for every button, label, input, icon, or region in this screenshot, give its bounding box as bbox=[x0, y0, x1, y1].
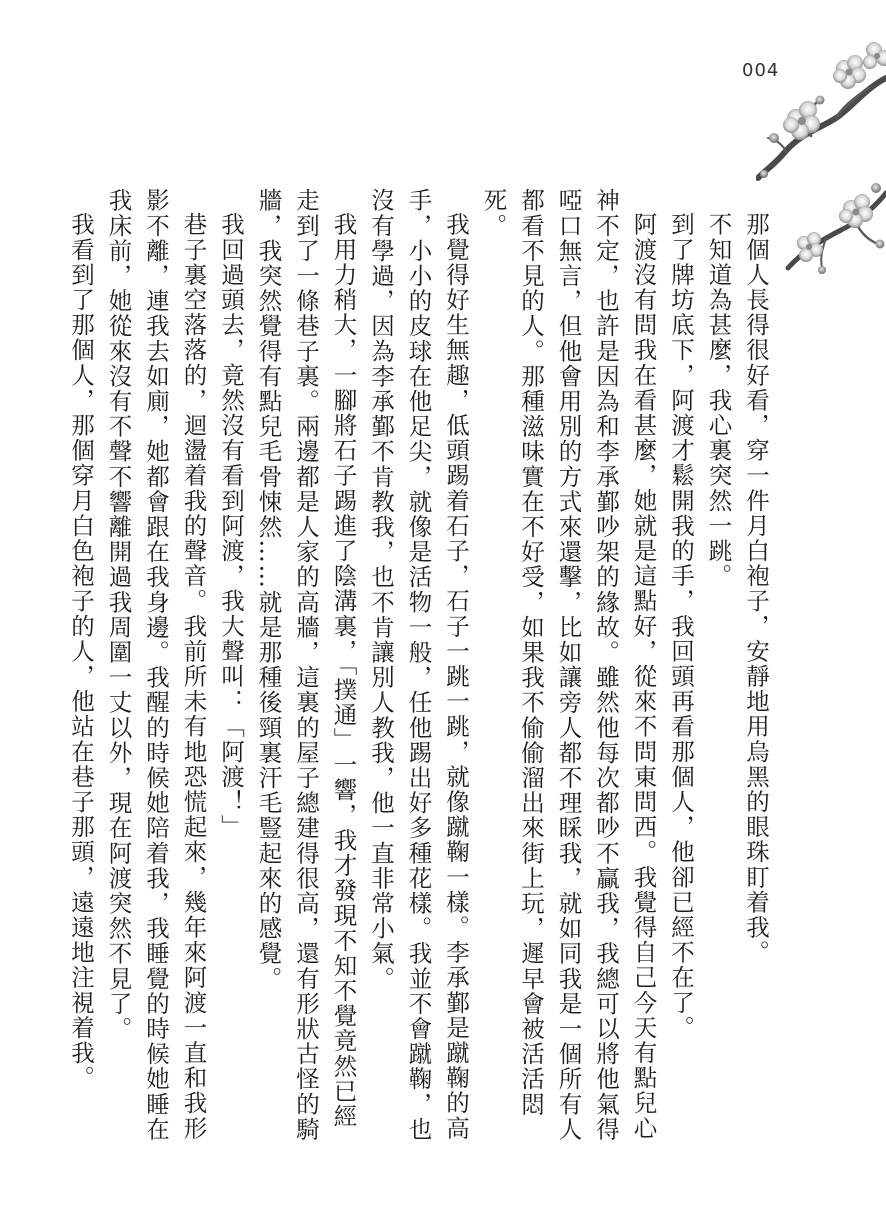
vertical-text-body bbox=[67, 188, 774, 1148]
paragraph-5: 我覺得好生無趣，低頭踢着石子，石子一跳一跳，就像蹴鞠一樣。李承鄞是蹴鞠的高手，小小的皮球在他足尖，就像是活物一般，任他踢出好多種花樣。我並不會蹴鞠，也沒有學過，因為李承鄞不肯教我，也不肯讓別人教我，他一直非常小氣。 bbox=[367, 188, 470, 1142]
plum-blossom-branch-icon bbox=[756, 18, 886, 288]
paragraph-3: 到了牌坊底下，阿渡才鬆開我的手，我回頭再看那個人，他卻已經不在了。 bbox=[667, 211, 695, 1040]
paragraph-8: 巷子裏空落落的，迴盪着我的聲音。我前所未有地恐慌起來，幾年來阿渡一直和我形影不離，連我去如廁，她都會跟在我身邊。我醒的時候她陪着我，我睡覺的時候她睡在我床前，她從來沒有不聲不響離開過我周圍一丈以外，現在阿渡突然不見了。 bbox=[104, 188, 208, 1142]
page-number: 004 bbox=[742, 60, 780, 81]
paragraph-4: 阿渡沒有問我在看甚麼，她就是這點好，從來不問東問西。我覺得自己今天有點兒心神不定，也許是因為和李承鄞吵架的緣故。雖然他每次都吵不贏我，我總可以將他氣得啞口無言，但他會用別的方式來還擊，比如讓旁人都不理睬我，就如同我是一個所有人都看不見的人。那種滋味實在不好受，如果我不偷偷溜出來街上玩，遲早會被活活悶死。 bbox=[479, 188, 658, 1142]
paragraph-1: 那個人長得很好看，穿一件月白袍子，安靜地用烏黑的眼珠盯着我。 bbox=[742, 211, 770, 965]
paragraph-9: 我看到了那個人，那個穿月白色袍子的人，他站在巷子那頭，遠遠地注視着我。 bbox=[67, 211, 95, 1090]
paragraph-7: 我回過頭去，竟然沒有看到阿渡，我大聲叫：「阿渡！」 bbox=[217, 211, 245, 839]
paragraph-2: 不知道為甚麼，我心裏突然一跳。 bbox=[704, 211, 733, 588]
paragraph-6: 我用力稍大，一腳將石子踢進了陰溝裏，「撲通」一響，我才發現不知不覺竟然已經走到了一條巷子裏。兩邊都是人家的高牆，這裏的屋子總建得很高，還有形狀古怪的騎牆，我突然覺得有點兒毛骨悚然……就是那種後頸裏汗毛豎起來的感覺。 bbox=[254, 188, 358, 1142]
